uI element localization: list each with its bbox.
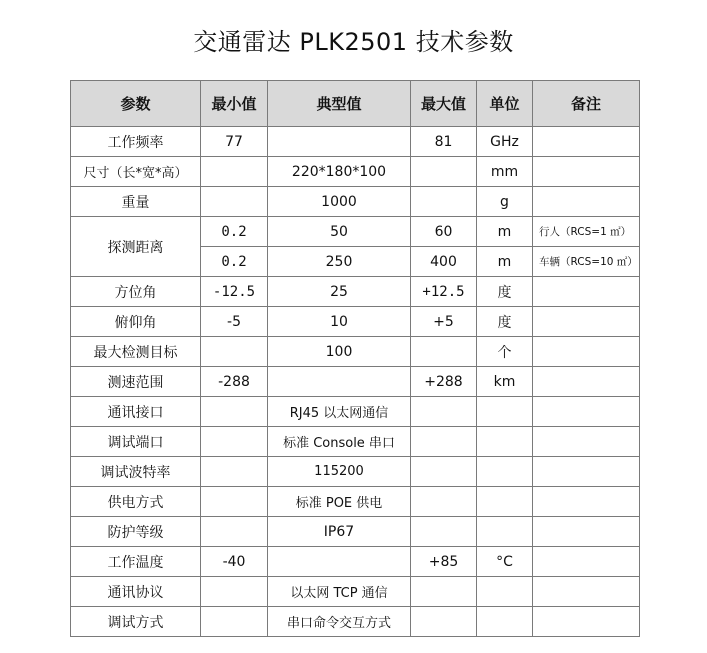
unit-value: m: [477, 247, 533, 277]
unit-value: [477, 517, 533, 547]
note-value: 车辆（RCS=10 ㎡）: [533, 247, 640, 277]
table-row: [71, 277, 640, 307]
table-row: [71, 217, 640, 247]
table-row: [71, 187, 640, 217]
note-value: [533, 487, 640, 517]
unit-value: m: [477, 217, 533, 247]
header-param: 参数: [71, 81, 201, 127]
table-row: [71, 157, 640, 187]
header-max: 最大值: [411, 81, 477, 127]
param-name: 调试端口: [71, 427, 201, 457]
param-name: 工作频率: [71, 127, 201, 157]
max-value: +288: [411, 367, 477, 397]
max-value: [411, 577, 477, 607]
note-value: 行人（RCS=1 ㎡）: [533, 217, 640, 247]
min-value: [201, 607, 268, 637]
param-name: 重量: [71, 187, 201, 217]
table-row: [71, 607, 640, 637]
typ-value: IP67: [268, 517, 411, 547]
unit-value: [477, 427, 533, 457]
unit-value: [477, 397, 533, 427]
param-name: 探测距离: [71, 217, 201, 277]
note-value: [533, 187, 640, 217]
max-value: +85: [411, 547, 477, 577]
max-value: [411, 607, 477, 637]
note-value: [533, 307, 640, 337]
typ-value: [268, 127, 411, 157]
param-name: 供电方式: [71, 487, 201, 517]
param-name: 工作温度: [71, 547, 201, 577]
note-value: [533, 547, 640, 577]
table-row: [71, 577, 640, 607]
header-typ: 典型值: [268, 81, 411, 127]
max-value: [411, 157, 477, 187]
typ-value: 250: [268, 247, 411, 277]
min-value: [201, 397, 268, 427]
table-row: [71, 457, 640, 487]
unit-value: 度: [477, 277, 533, 307]
max-value: 60: [411, 217, 477, 247]
typ-value: 1000: [268, 187, 411, 217]
table-row: [71, 427, 640, 457]
max-value: [411, 427, 477, 457]
note-value: [533, 577, 640, 607]
min-value: [201, 337, 268, 367]
max-value: [411, 517, 477, 547]
table-row: [71, 397, 640, 427]
table-row: [71, 547, 640, 577]
max-value: +5: [411, 307, 477, 337]
typ-value: [268, 367, 411, 397]
note-value: [533, 337, 640, 367]
param-name: 通讯接口: [71, 397, 201, 427]
typ-value: 10: [268, 307, 411, 337]
min-value: -12.5: [201, 277, 268, 307]
table-row: [71, 127, 640, 157]
unit-value: [477, 607, 533, 637]
min-value: 77: [201, 127, 268, 157]
note-value: [533, 517, 640, 547]
header-min: 最小值: [201, 81, 268, 127]
param-name: 调试方式: [71, 607, 201, 637]
note-value: [533, 367, 640, 397]
note-value: [533, 427, 640, 457]
unit-value: [477, 457, 533, 487]
param-name: 调试波特率: [71, 457, 201, 487]
note-value: [533, 457, 640, 487]
note-value: [533, 607, 640, 637]
min-value: -5: [201, 307, 268, 337]
table-row: [71, 367, 640, 397]
max-value: [411, 457, 477, 487]
table-header-row: [71, 81, 640, 127]
unit-value: °C: [477, 547, 533, 577]
note-value: [533, 127, 640, 157]
spec-table: [70, 80, 640, 637]
typ-value: 标准 POE 供电: [268, 487, 411, 517]
min-value: [201, 157, 268, 187]
param-name: 测速范围: [71, 367, 201, 397]
max-value: 81: [411, 127, 477, 157]
max-value: [411, 487, 477, 517]
table-row: [71, 307, 640, 337]
param-name: 通讯协议: [71, 577, 201, 607]
min-value: [201, 427, 268, 457]
typ-value: 串口命令交互方式: [268, 607, 411, 637]
table-row: [71, 337, 640, 367]
typ-value: 25: [268, 277, 411, 307]
header-note: 备注: [533, 81, 640, 127]
max-value: +12.5: [411, 277, 477, 307]
min-value: 0.2: [201, 247, 268, 277]
param-name: 防护等级: [71, 517, 201, 547]
header-unit: 单位: [477, 81, 533, 127]
table-row: [71, 487, 640, 517]
typ-value: 以太网 TCP 通信: [268, 577, 411, 607]
unit-value: [477, 487, 533, 517]
note-value: [533, 157, 640, 187]
unit-value: g: [477, 187, 533, 217]
min-value: -288: [201, 367, 268, 397]
typ-value: 50: [268, 217, 411, 247]
typ-value: 220*180*100: [268, 157, 411, 187]
min-value: [201, 517, 268, 547]
max-value: [411, 187, 477, 217]
unit-value: [477, 577, 533, 607]
max-value: 400: [411, 247, 477, 277]
note-value: [533, 397, 640, 427]
typ-value: 115200: [268, 457, 411, 487]
unit-value: 度: [477, 307, 533, 337]
param-name: 尺寸（长*宽*高）: [71, 157, 201, 187]
unit-value: GHz: [477, 127, 533, 157]
unit-value: km: [477, 367, 533, 397]
typ-value: [268, 547, 411, 577]
min-value: 0.2: [201, 217, 268, 247]
param-name: 俯仰角: [71, 307, 201, 337]
min-value: -40: [201, 547, 268, 577]
min-value: [201, 187, 268, 217]
table-row: [71, 517, 640, 547]
min-value: [201, 577, 268, 607]
note-value: [533, 277, 640, 307]
typ-value: RJ45 以太网通信: [268, 397, 411, 427]
typ-value: 100: [268, 337, 411, 367]
param-name: 最大检测目标: [71, 337, 201, 367]
max-value: [411, 337, 477, 367]
unit-value: mm: [477, 157, 533, 187]
unit-value: 个: [477, 337, 533, 367]
max-value: [411, 397, 477, 427]
typ-value: 标准 Console 串口: [268, 427, 411, 457]
min-value: [201, 487, 268, 517]
param-name: 方位角: [71, 277, 201, 307]
page-title: 交通雷达 PLK2501 技术参数: [193, 28, 514, 56]
min-value: [201, 457, 268, 487]
